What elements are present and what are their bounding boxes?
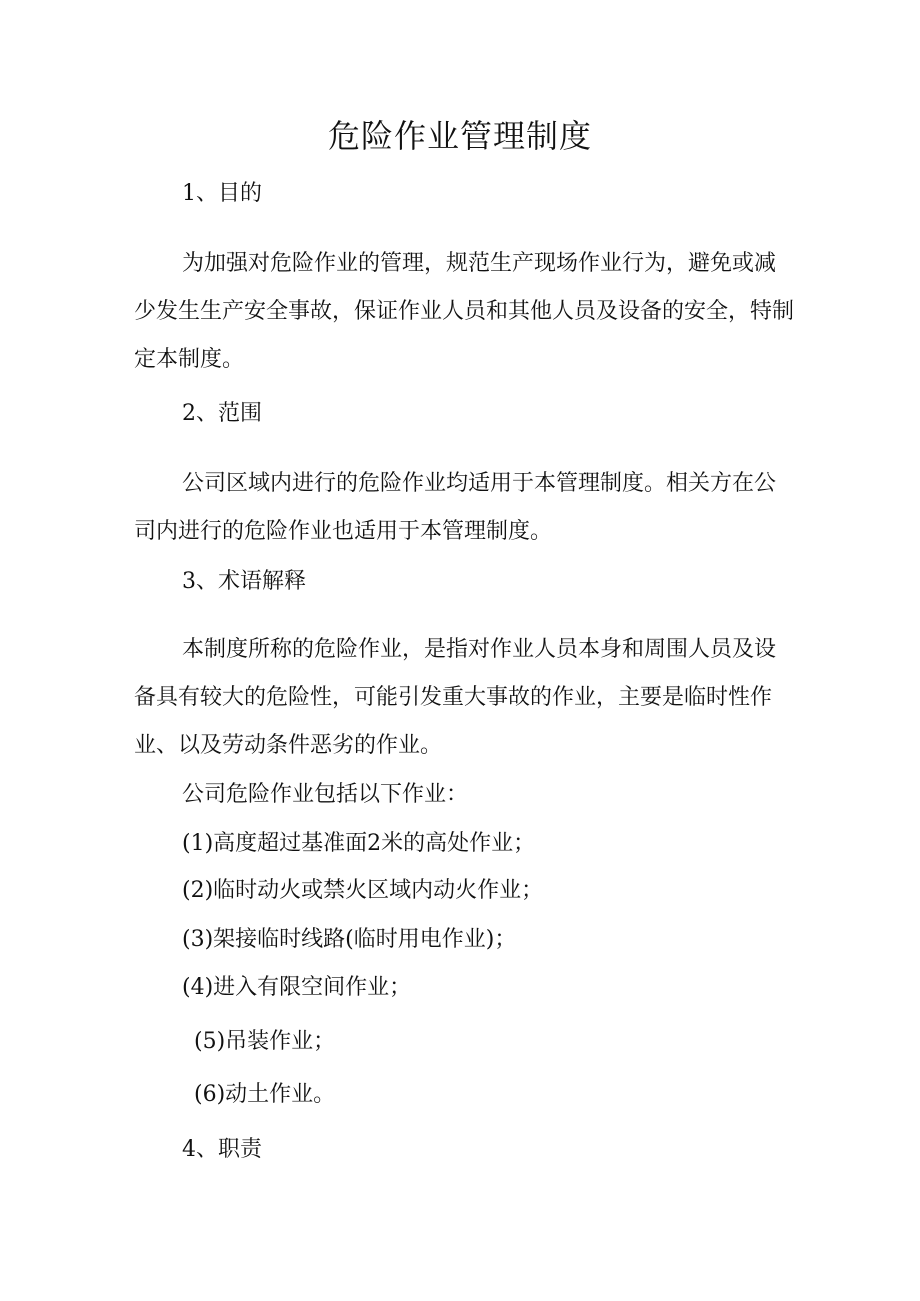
section-heading-responsibilities: 4、职责	[182, 1137, 262, 1162]
list-item: (4)进入有限空间作业；	[182, 975, 412, 1000]
section-heading-terms: 3、术语解释	[182, 569, 306, 594]
section-heading-purpose: 1、目的	[182, 181, 262, 206]
list-item: (5)吊装作业；	[194, 1029, 336, 1054]
list-item: (3)架接临时线路(临时用电作业)；	[182, 927, 517, 952]
document-title: 危险作业管理制度	[327, 117, 592, 155]
list-intro: 公司危险作业包括以下作业：	[182, 782, 469, 807]
list-item: (2)临时动火或禁火区域内动火作业；	[182, 878, 544, 903]
section-paragraph-scope: 公司区域内进行的危险作业均适用于本管理制度。相关方在公司内进行的危险作业也适用于本管理制度。	[134, 471, 777, 544]
list-item: (6)动土作业。	[194, 1082, 336, 1107]
section-paragraph-terms: 本制度所称的危险作业，是指对作业人员本身和周围人员及设备具有较大的危险性，可能引发重大事故的作业，主要是临时性作业、以及劳动条件恶劣的作业。	[134, 637, 777, 758]
section-paragraph-purpose: 为加强对危险作业的管理，规范生产现场作业行为，避免或减少发生生产安全事故，保证作业人员和其他人员及设备的安全，特制定本制度。	[134, 251, 795, 372]
section-heading-scope: 2、范围	[182, 401, 262, 426]
list-item: (1)高度超过基准面2米的高处作业；	[182, 831, 536, 856]
